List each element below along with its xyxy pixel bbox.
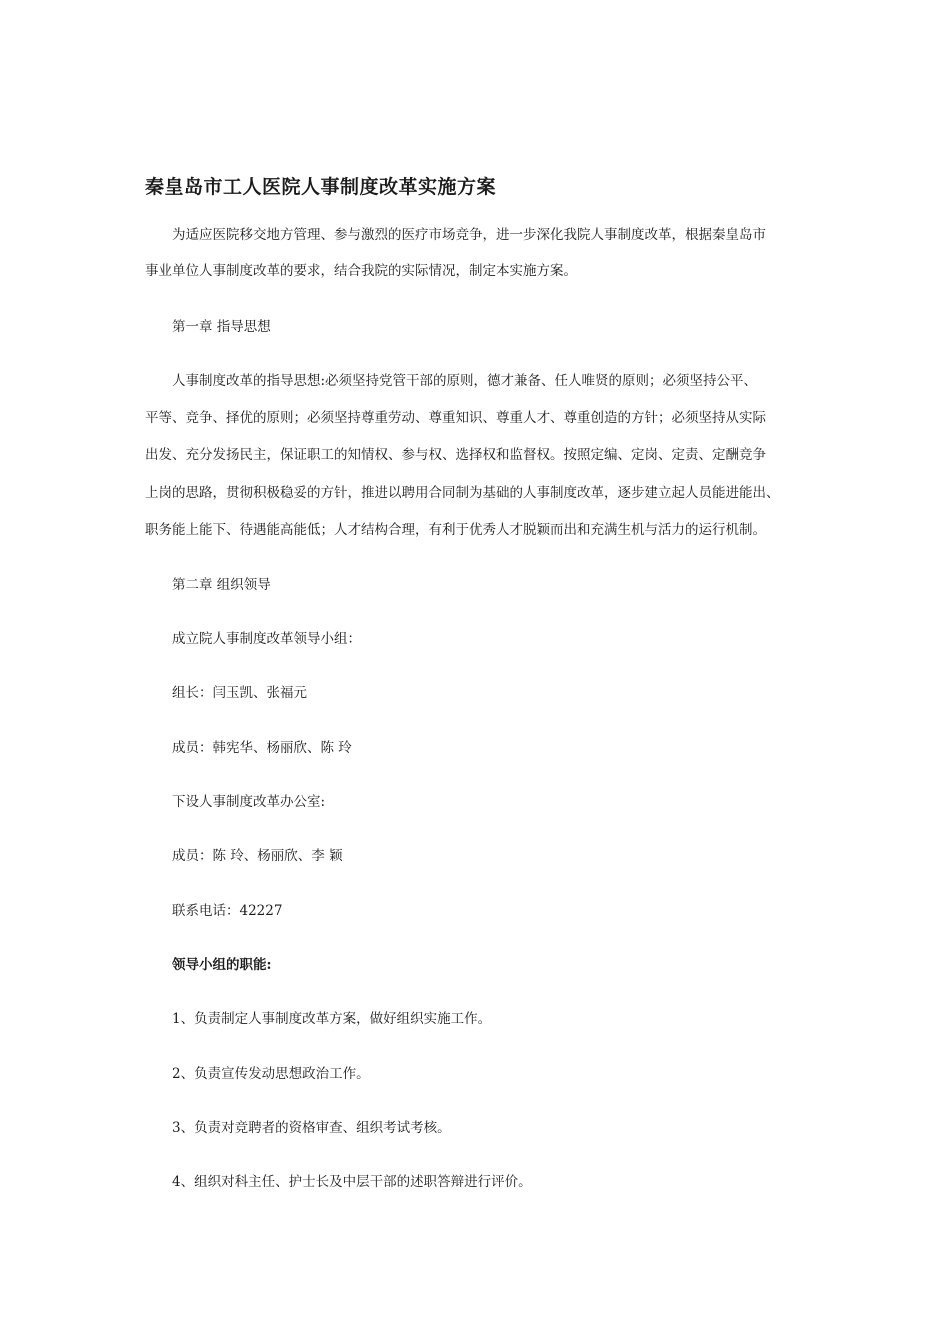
text-line: 成员：陈 玲、杨丽欣、李 颖 bbox=[172, 848, 343, 864]
list-item: 4、组织对科主任、护士长及中层干部的述职答辩进行评价。 bbox=[172, 1174, 532, 1190]
paragraph-line: 出发、充分发扬民主，保证职工的知情权、参与权、选择权和监督权。按照定编、定岗、定责、定酬竞争 bbox=[145, 447, 766, 463]
paragraph-line: 上岗的思路，贯彻积极稳妥的方针，推进以聘用合同制为基础的人事制度改革，逐步建立起人员能进能出、 bbox=[145, 485, 780, 501]
chapter-heading: 第二章 组织领导 bbox=[172, 577, 271, 593]
paragraph-line: 职务能上能下、待遇能高能低；人才结构合理，有利于优秀人才脱颖而出和充满生机与活力的运行机制。 bbox=[145, 522, 766, 538]
paragraph-line: 平等、竞争、择优的原则；必须坚持尊重劳动、尊重知识、尊重人才、尊重创造的方针；必须坚持从实际 bbox=[145, 410, 766, 426]
text-line: 成立院人事制度改革领导小组： bbox=[172, 631, 361, 647]
text-line: 成员：韩宪华、杨丽欣、陈 玲 bbox=[172, 740, 352, 756]
chapter-heading: 第一章 指导思想 bbox=[172, 319, 271, 335]
list-item: 1、负责制定人事制度改革方案，做好组织实施工作。 bbox=[172, 1011, 492, 1027]
list-item: 2、负责宣传发动思想政治工作。 bbox=[172, 1066, 370, 1082]
text-line: 联系电话：42227 bbox=[172, 903, 283, 919]
list-item: 3、负责对竞聘者的资格审查、组织考试考核。 bbox=[172, 1120, 451, 1136]
text-line: 下设人事制度改革办公室: bbox=[172, 794, 326, 810]
paragraph-line: 人事制度改革的指导思想:必须坚持党管干部的原则，德才兼备、任人唯贤的原则；必须坚持公平、 bbox=[172, 373, 758, 389]
document-title: 秦皇岛市工人医院人事制度改革实施方案 bbox=[145, 176, 497, 198]
intro-line: 事业单位人事制度改革的要求，结合我院的实际情况，制定本实施方案。 bbox=[145, 263, 577, 279]
intro-line: 为适应医院移交地方管理、参与激烈的医疗市场竞争，进一步深化我院人事制度改革，根据秦皇岛市 bbox=[172, 227, 766, 243]
text-line: 组长：闫玉凯、张福元 bbox=[172, 685, 307, 701]
duties-heading: 领导小组的职能: bbox=[172, 957, 272, 973]
